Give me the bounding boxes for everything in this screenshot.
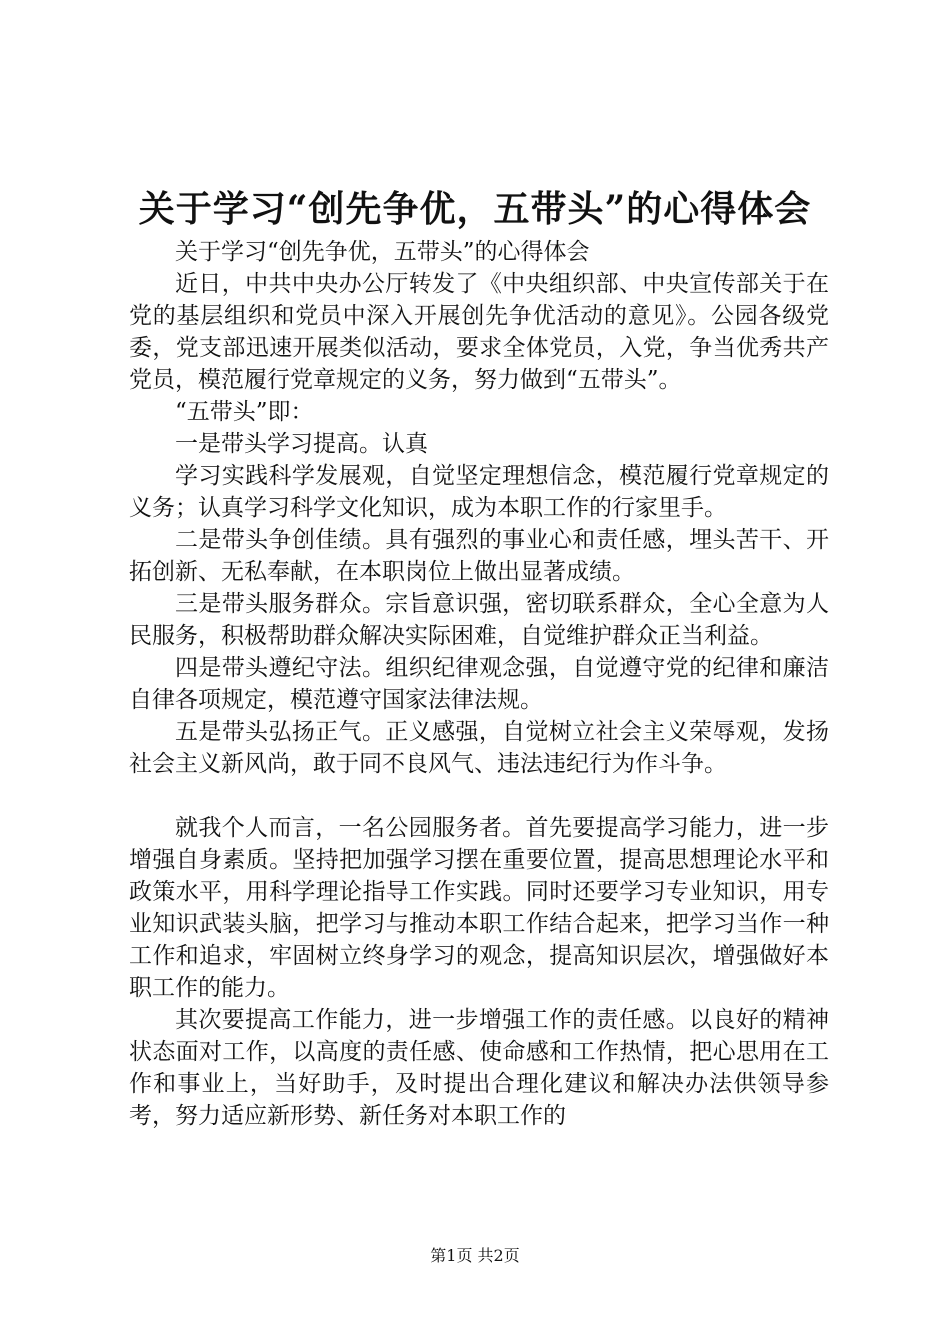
- paragraph: 四是带头遵纪守法。组织纪律观念强，自觉遵守党的纪律和廉洁自律各项规定，模范遵守国家法律法规。: [129, 655, 829, 713]
- paragraph-gap: [129, 780, 829, 812]
- paragraph: “五带头”即：: [175, 399, 314, 425]
- document-title: 关于学习“创先争优，五带头”的心得体会: [138, 188, 812, 230]
- paragraph: 近日，中共中央办公厅转发了《中央组织部、中央宣传部关于在党的基层组织和党员中深入开展创先争优活动的意见》。公园各级党委，党支部迅速开展类似活动，要求全体党员，入党，争当优秀共产党员，模范履行党章规定的义务，努力做到“五带头”。: [129, 271, 829, 393]
- paragraph: 五是带头弘扬正气。正义感强，自觉树立社会主义荣辱观，发扬社会主义新风尚，敢于同不良风气、违法违纪行为作斗争。: [129, 719, 829, 777]
- page-number-footer: 第1页 共2页: [430, 1246, 520, 1265]
- paragraph: 就我个人而言，一名公园服务者。首先要提高学习能力，进一步增强自身素质。坚持把加强学习摆在重要位置，提高思想理论水平和政策水平，用科学理论指导工作实践。同时还要学习专业知识，用专业知识武装头脑，把学习与推动本职工作结合起来，把学习当作一种工作和追求，牢固树立终身学习的观念，提高知识层次，增强做好本职工作的能力。: [129, 815, 829, 1001]
- document-body: [129, 236, 829, 1132]
- paragraph: 学习实践科学发展观，自觉坚定理想信念，模范履行党章规定的义务；认真学习科学文化知识，成为本职工作的行家里手。: [129, 463, 829, 521]
- paragraph: 二是带头争创佳绩。具有强烈的事业心和责任感，埋头苦干、开拓创新、无私奉献，在本职岗位上做出显著成绩。: [129, 527, 829, 585]
- paragraph: 三是带头服务群众。宗旨意识强，密切联系群众，全心全意为人民服务，积极帮助群众解决实际困难，自觉维护群众正当利益。: [129, 591, 829, 649]
- paragraph: 关于学习“创先争优，五带头”的心得体会: [175, 239, 590, 265]
- paragraph: 一是带头学习提高。认真: [175, 431, 428, 457]
- paragraph: 其次要提高工作能力，进一步增强工作的责任感。以良好的精神状态面对工作，以高度的责任感、使命感和工作热情，把心思用在工作和事业上，当好助手，及时提出合理化建议和解决办法供领导参考，努力适应新形势、新任务对本职工作的: [129, 1007, 829, 1129]
